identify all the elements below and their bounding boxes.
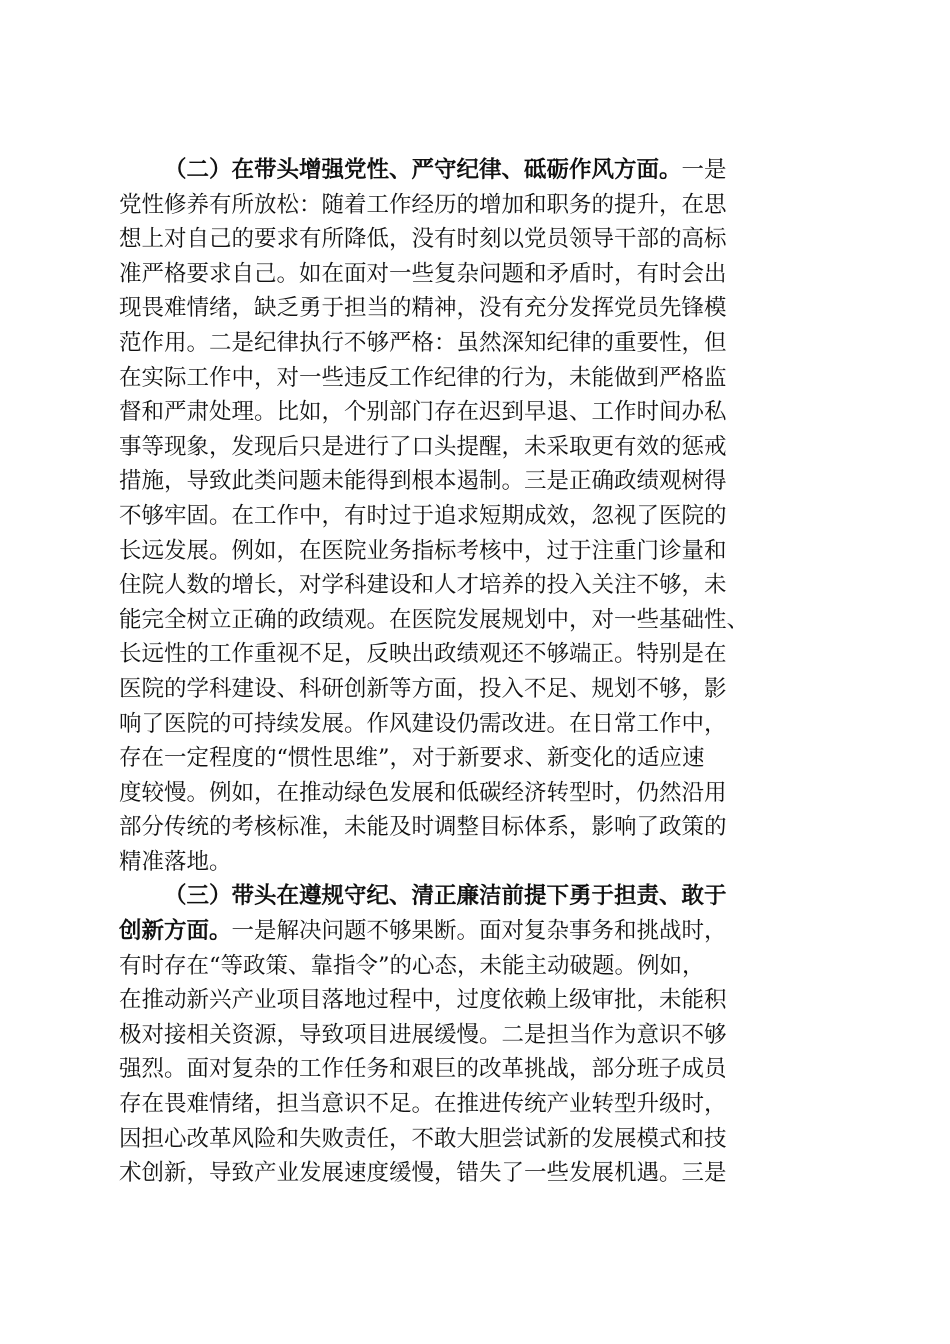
paragraph-2-line: 精准落地。	[119, 848, 232, 875]
paragraph-3-line: 存在畏难情绪，担当意识不足。在推进传统产业转型升级时，	[119, 1091, 727, 1118]
section-heading-2: （二）在带头增强党性、严守纪律、砥砺作风方面。	[164, 157, 682, 183]
paragraph-2-line-1	[119, 153, 831, 188]
paragraph-2-line: 部分传统的考核标准，未能及时调整目标体系，影响了政策的	[119, 814, 727, 841]
paragraph-2-line: 措施，导致此类问题未能得到根本遏制。三是正确政绩观树得	[119, 468, 727, 495]
paragraph-2-line: 在实际工作中，对一些违反工作纪律的行为，未能做到严格监	[119, 364, 727, 391]
paragraph-2-line: 不够牢固。在工作中，有时过于追求短期成效，忽视了医院的	[119, 502, 727, 529]
paragraph-2-line: 能完全树立正确的政绩观。在医院发展规划中，对一些基础性、	[119, 606, 750, 633]
body-text	[119, 153, 831, 1191]
paragraph-3-line: 术创新，导致产业发展速度缓慢，错失了一些发展机遇。三是	[119, 1160, 727, 1187]
paragraph-2-line: 长远发展。例如，在医院业务指标考核中，过于注重门诊量和	[119, 537, 727, 564]
paragraph-2-line: 想上对自己的要求有所降低，没有时刻以党员领导干部的高标	[119, 226, 727, 253]
paragraph-2-line: 督和严肃处理。比如，个别部门存在迟到早退、工作时间办私	[119, 399, 727, 426]
section-heading-3: （三）带头在遵规守纪、清正廉洁前提下勇于担责、敢于	[164, 883, 727, 910]
paragraph-2-line: 党性修养有所放松：随着工作经历的增加和职务的提升，在思	[119, 191, 727, 218]
paragraph-text: 一是解决问题不够果断。面对复杂事务和挑战时，	[231, 918, 727, 945]
paragraph-3-line: 极对接相关资源，导致项目进展缓慢。二是担当作为意识不够	[119, 1021, 727, 1048]
paragraph-3-line: 在推动新兴产业项目落地过程中，过度依赖上级审批，未能积	[119, 987, 727, 1014]
paragraph-2-line: 住院人数的增长，对学科建设和人才培养的投入关注不够，未	[119, 572, 727, 599]
paragraph-text: 一是	[681, 157, 727, 183]
paragraph-2-line: 响了医院的可持续发展。作风建设仍需改进。在日常工作中，	[119, 710, 727, 737]
paragraph-2-line: 医院的学科建设、科研创新等方面，投入不足、规划不够，影	[119, 675, 727, 702]
paragraph-3-line: 强烈。面对复杂的工作任务和艰巨的改革挑战，部分班子成员	[119, 1056, 727, 1083]
paragraph-2-line: 现畏难情绪，缺乏勇于担当的精神，没有充分发挥党员先锋模	[119, 295, 727, 322]
paragraph-3-line: 因担心改革风险和失败责任，不敢大胆尝试新的发展模式和技	[119, 1125, 727, 1152]
paragraph-2-line: 事等现象，发现后只是进行了口头提醒，未采取更有效的惩戒	[119, 433, 727, 460]
paragraph-2-line: 长远性的工作重视不足，反映出政绩观还不够端正。特别是在	[119, 641, 727, 668]
section-heading-3-cont: 创新方面。	[119, 918, 232, 945]
paragraph-2-line: 存在一定程度的“惯性思维”，对于新要求、新变化的适应速	[119, 745, 705, 772]
paragraph-2-line: 范作用。二是纪律执行不够严格：虽然深知纪律的重要性，但	[119, 329, 727, 356]
paragraph-2-line: 度较慢。例如，在推动绿色发展和低碳经济转型时，仍然沿用	[119, 779, 727, 806]
paragraph-2-line: 准严格要求自己。如在面对一些复杂问题和矛盾时，有时会出	[119, 260, 727, 287]
paragraph-3-line-2	[119, 914, 831, 949]
paragraph-3-line: 有时存在“等政策、靠指令”的心态，未能主动破题。例如，	[119, 952, 705, 979]
